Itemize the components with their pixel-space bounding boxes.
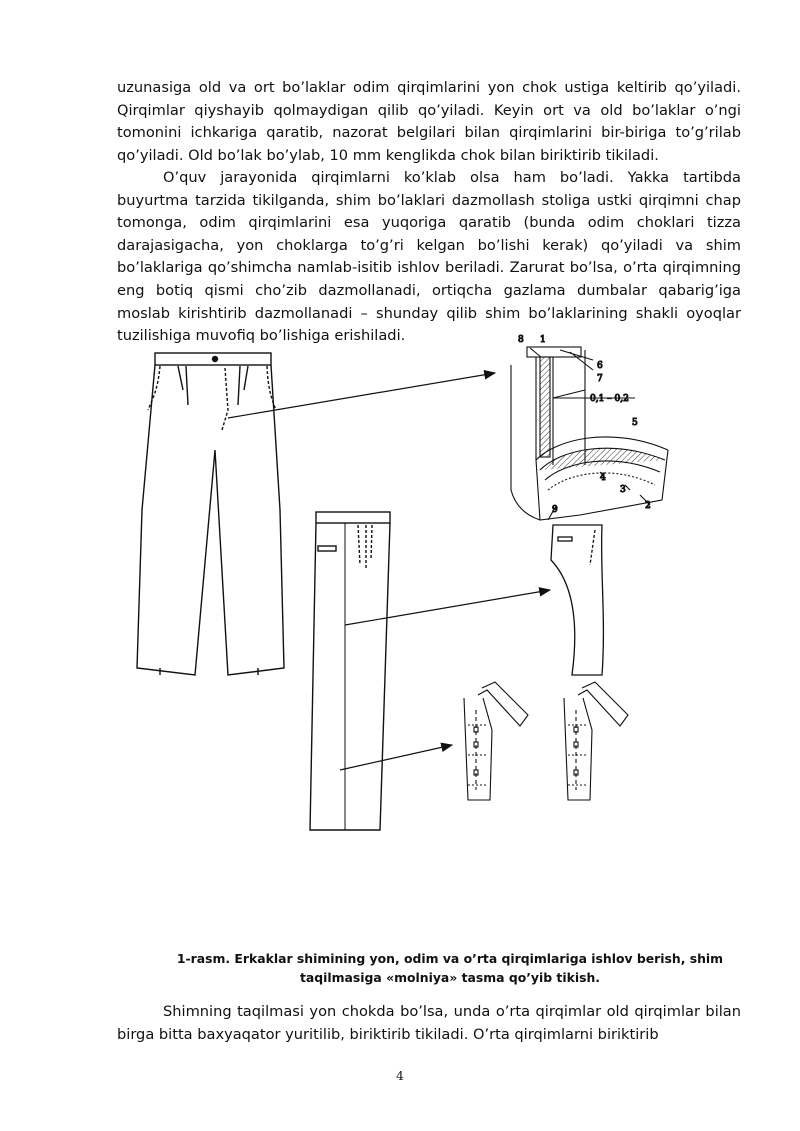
trouser-drawings bbox=[0, 330, 800, 850]
caption-line-1: 1-rasm. Erkaklar shimining yon, odim va o’rta qirqimlariga ishlov berish, shim bbox=[176, 951, 724, 966]
half-trouser-drawing bbox=[551, 525, 603, 675]
seam-section-detail bbox=[511, 335, 668, 520]
detail-label-4: 4 bbox=[600, 473, 606, 483]
paragraph-3: Shimning taqilmasi yon chokda bo’lsa, unda o’rta qirqimlar old qirqimlar bilan birga bitta baxyaqator yuritilib, biriktirib tikiladi. O’rta qirqimlarni biriktirib bbox=[117, 1003, 741, 1043]
figure-trouser-illustration bbox=[0, 330, 800, 850]
zipper-step-1-drawing bbox=[464, 682, 528, 800]
detail-dimension-label: 0,1 – 0,2 bbox=[590, 394, 629, 404]
detail-label-9: 9 bbox=[552, 505, 558, 515]
detail-label-2: 2 bbox=[645, 501, 651, 511]
zipper-step-2-drawing bbox=[564, 682, 628, 800]
trousers-large-drawing bbox=[137, 353, 284, 675]
caption-line-2: taqilmasiga «molniya» tasma qo’yib tikish. bbox=[300, 970, 600, 985]
paragraph-2: O’quv jarayonida qirqimlarni ko’klab olsa ham bo’ladi. Yakka tartibda buyurtma tarzida tikilganda, shim bo’laklari dazmollash stoliga ustki qirqimni chap tomonga, odim qirqimlarini esa yuqoriga qaratib (bunda odim choklari tizza darajasigacha, yon choklarga to’g’ri kelgan bo’lishi kerak) qo’yiladi va shim bo’laklariga qo’shimcha namlab-isitib ishlov beriladi. Zarurat bo’lsa, o’rta qirqimning eng botiq qismi cho’zib dazmollanadi, ortiqcha gazlama dumbalar qabarig’iga moslab kirishtirib dazmollanadi – shunday qilib shim bo’laklarining shakli oyoqlar tuzilishiga muvofiq bo’lishiga erishiladi. bbox=[117, 169, 741, 345]
detail-label-5: 5 bbox=[632, 418, 638, 428]
page-number: 4 bbox=[396, 1069, 404, 1083]
paragraph-1: uzunasiga old va ort bo’laklar odim qirqimlarini yon chok ustiga keltirib qo’yiladi. Qirqimlar qiyshayib qolmaydigan qilib qo’yiladi. Keyin ort va old bo’laklar o’ngi tomonini ichkariga qaratib, nazorat belgilari bilan qirqimlarini bir-biriga to’g’rilab qo’yiladi. Old bo’lak bo’ylab, 10 mm kenglikda chok bilan biriktirib tikiladi. bbox=[117, 79, 741, 164]
detail-label-8: 8 bbox=[518, 335, 524, 345]
detail-label-6: 6 bbox=[597, 361, 603, 371]
detail-label-7: 7 bbox=[597, 374, 603, 384]
detail-label-3: 3 bbox=[620, 485, 626, 495]
figure-caption bbox=[150, 949, 750, 987]
trousers-side-drawing bbox=[310, 512, 390, 830]
detail-label-1: 1 bbox=[540, 335, 546, 345]
